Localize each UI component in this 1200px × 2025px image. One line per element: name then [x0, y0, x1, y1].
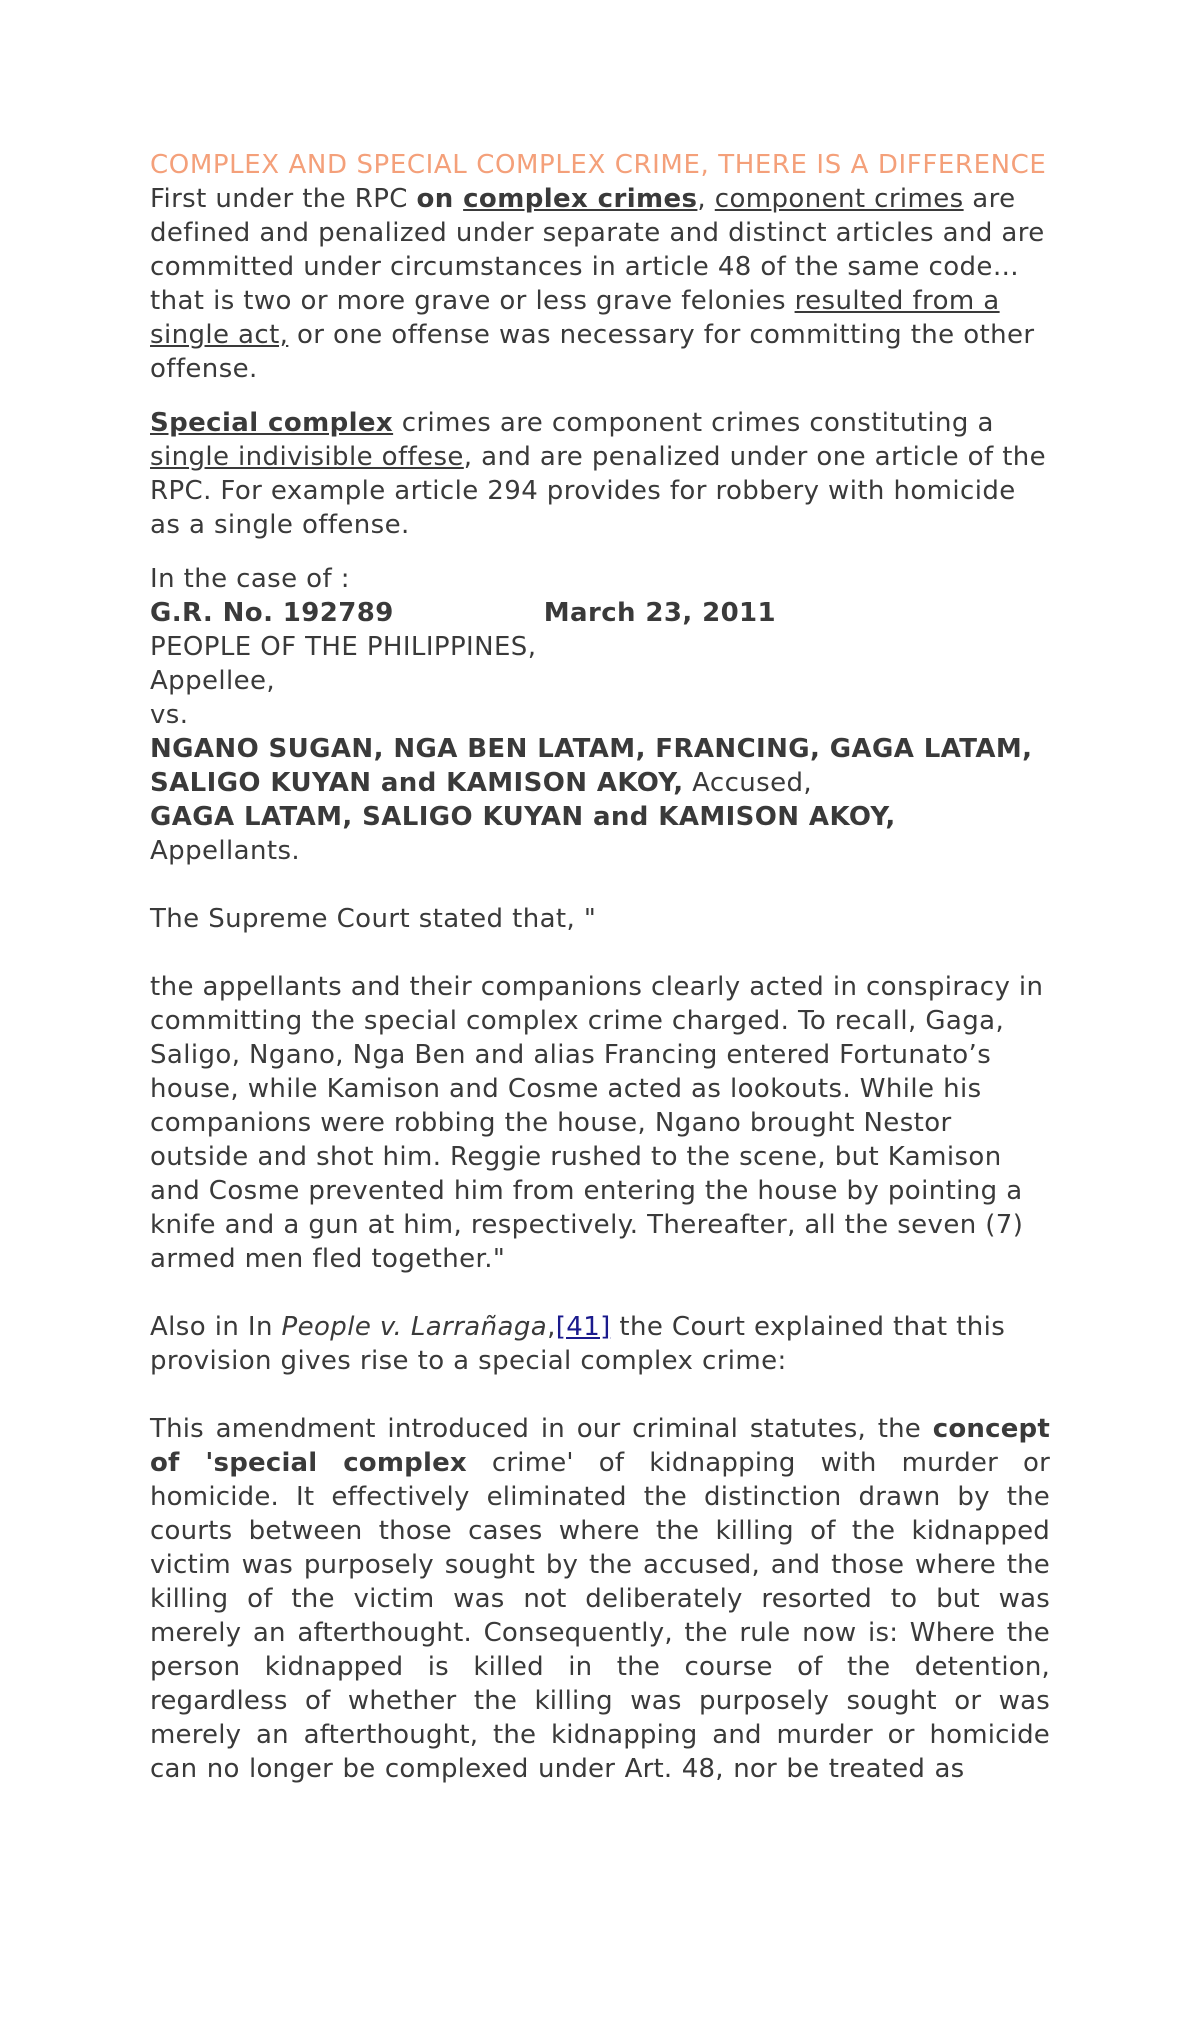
accused-names: NGANO SUGAN, NGA BEN LATAM, FRANCING, GAGA LATAM, SALIGO KUYAN and KAMISON AKOY, [150, 734, 1033, 798]
appellant-names: GAGA LATAM, SALIGO KUYAN and KAMISON AKOY, [150, 802, 896, 832]
paragraph-amendment [150, 1412, 1050, 1786]
supreme-court-intro: The Supreme Court stated that, " [150, 904, 597, 934]
document-page [150, 148, 1050, 1786]
term-special-complex: Special complex [150, 408, 394, 438]
text-run: crimes are component crimes constituting a [393, 408, 994, 438]
accused-block [150, 732, 1050, 800]
text-run: are defined and penalized under separate and distinct articles and are committed under circumstances in article 48 of the same code…that is two or more grave or less grave felonies [150, 184, 1045, 316]
term-special-complex-concept: concept of 'special complex [150, 1414, 1050, 1478]
appellants-block [150, 800, 1050, 868]
term-complex-crimes: complex crimes [463, 184, 698, 214]
text-run: , [697, 184, 715, 214]
text-run-bold: on [416, 184, 464, 214]
court-quote: the appellants and their companions clearly acted in conspiracy in committing the special complex crime charged. To recall, Gaga, Saligo, Ngano, Nga Ben and alias Francing entered Fortunato’s house, while Kamison and Cosme acted as lookouts. While his companions were robbing the house, Ngano brought Nestor outside and shot him. Reggie rushed to the scene, but Kamison and Cosme prevented him from entering the house by pointing a knife and a gun at him, respectively. Thereafter, all the seven (7) armed men fled together." [150, 972, 1044, 1274]
paragraph-special-complex [150, 406, 1050, 542]
text-run: or one offense was necessary for committing the other offense. [150, 320, 1035, 384]
text-run: First under the RPC [150, 184, 417, 214]
decision-date: March 23, 2011 [543, 598, 777, 628]
paragraph-larranaga [150, 1310, 1050, 1378]
case-heading [150, 596, 1050, 630]
text-run: the Court explained that this provision gives rise to a special complex crime: [150, 1312, 1006, 1376]
text-run: This amendment introduced in our criminal statutes, the [150, 1414, 933, 1444]
text-run: Also in In [150, 1312, 282, 1342]
gr-number: G.R. No. 192789 [150, 598, 394, 628]
text-run: crime' of kidnapping with murder or homicide. It effectively eliminated the distinction drawn by the courts between those cases where the killing of the kidnapped victim was purposely sought by the accused, and those where the killing of the victim was not deliberately resorted to but was merely an afterthought. Consequently, the rule now is: Where the person kidnapped is killed in the course of the detention, regardless of whether the killing was purposely sought or was merely an afterthought, the kidnapping and murder or homicide can no longer be complexed under Art. 48, nor be treated as [150, 1448, 1051, 1784]
case-citation: People v. Larrañaga [281, 1312, 548, 1342]
appellant-role: Appellants. [150, 836, 301, 866]
paragraph-complex-crimes [150, 182, 1050, 386]
document-title: COMPLEX AND SPECIAL COMPLEX CRIME, THERE IS A DIFFERENCE [150, 150, 1047, 180]
plaintiff-name: PEOPLE OF THE PHILIPPINES, [150, 632, 537, 662]
term-single-indivisible-offense: single indivisible offese [150, 442, 464, 472]
text-run: , [547, 1312, 556, 1342]
term-single-act: resulted from a single act, [150, 286, 1000, 350]
term-component-crimes: component crimes [714, 184, 964, 214]
footnote-link[interactable]: [41] [555, 1312, 611, 1342]
plaintiff-role: Appellee, [150, 666, 276, 696]
accused-role: Accused, [683, 768, 813, 798]
text-run: , and are penalized under one article of the RPC. For example article 294 provides for robbery with homicide as a single offense. [150, 442, 1047, 540]
case-intro: In the case of : [150, 564, 350, 594]
versus: vs. [150, 700, 189, 730]
